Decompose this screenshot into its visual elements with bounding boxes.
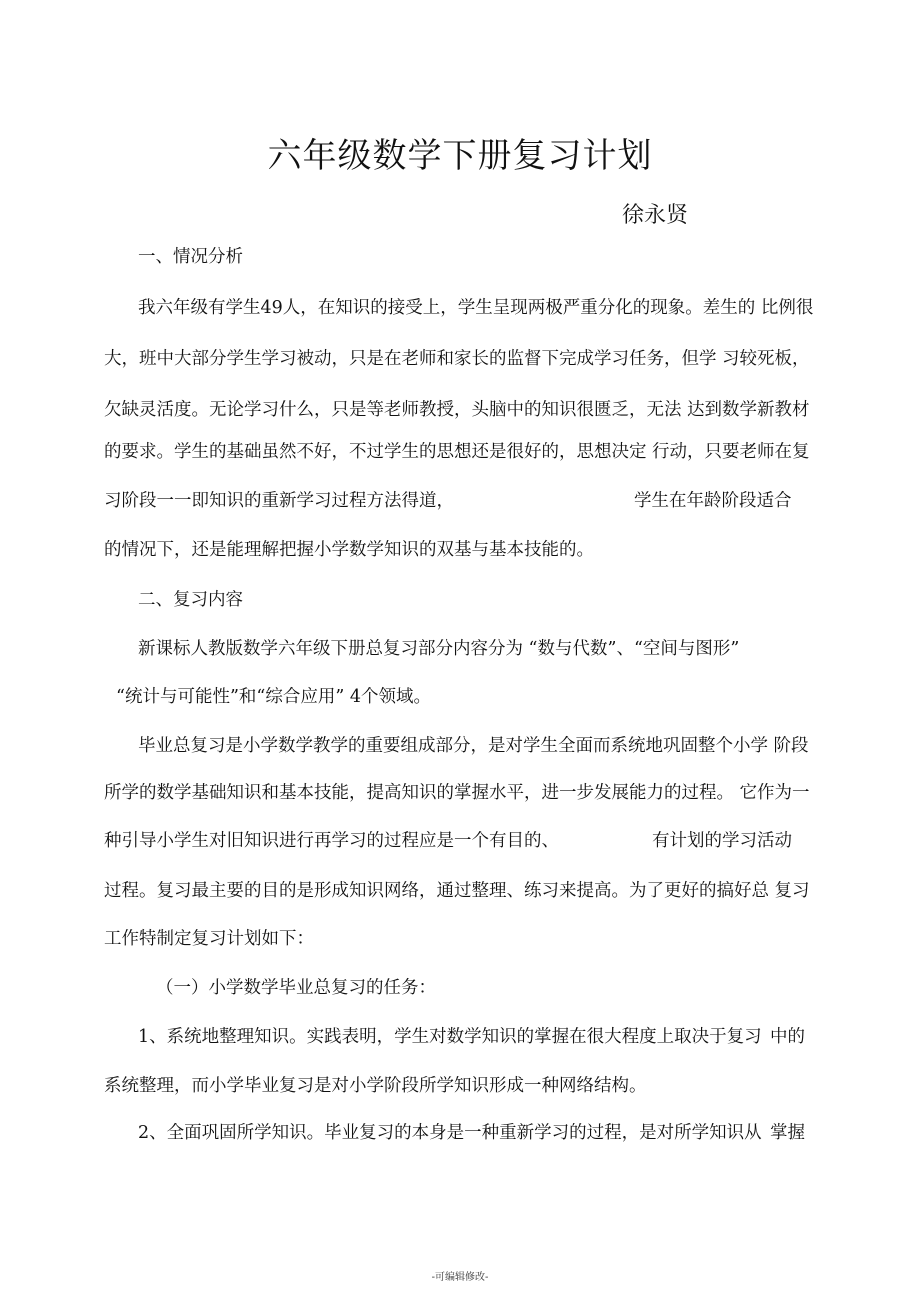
paragraph-line: 所学的数学基础知识和基本技能，提高知识的掌握水平，进一步发展能力的过程。 它作为一 — [104, 783, 810, 803]
paragraph-line: 新课标人教版数学六年级下册总复习部分内容分为 “数与代数”、“空间与图形” — [138, 639, 740, 659]
paragraph-line: 毕业总复习是小学数学教学的重要组成部分，是对学生全面而系统地巩固整个小学 阶段 — [138, 736, 809, 756]
paragraph-line: 习阶段一一即知识的重新学习过程方法得道， — [104, 491, 454, 511]
section-heading-content: 二、复习内容 — [138, 590, 243, 610]
paragraph-line: 工作特制定复习计划如下： — [104, 929, 314, 949]
paragraph-line-fragment: 有计划的学习活动 — [652, 831, 792, 851]
paragraph-line-fragment: 学生在年龄阶段适合 — [634, 491, 792, 511]
paragraph-line: 我六年级有学生49人，在知识的接受上，学生呈现两极严重分化的现象。差生的 比例很 — [138, 298, 814, 318]
paragraph-line: 过程。复习最主要的目的是形成知识网络，通过整理、练习来提高。为了更好的搞好总 复习 — [104, 881, 810, 901]
paragraph-line: 1、系统地整理知识。实践表明，学生对数学知识的掌握在很大程度上取决于复习 — [138, 1027, 762, 1047]
paragraph-line: 欠缺灵活度。无论学习什么，只是等老师教授，头脑中的知识很匮乏，无法 达到数学新教材 — [104, 400, 810, 420]
section-heading-analysis: 一、情况分析 — [138, 247, 243, 267]
paragraph-line: 种引导小学生对旧知识进行再学习的过程应是一个有目的、 — [104, 831, 559, 851]
page-footer: -可编辑修改- — [431, 1272, 489, 1283]
paragraph-line-fragment: 掌握 — [770, 1123, 805, 1143]
paragraph-line: 大，班中大部分学生学习被动，只是在老师和家长的监督下完成学习任务，但学 习较死板， — [104, 349, 810, 369]
paragraph-line: 2、全面巩固所学知识。毕业复习的本身是一种重新学习的过程，是对所学知识从 — [138, 1123, 762, 1143]
document-author: 徐永贤 — [622, 203, 689, 228]
subsection-heading: （一）小学数学毕业总复习的任务： — [156, 978, 436, 998]
paragraph-line: 系统整理，而小学毕业复习是对小学阶段所学知识形成一种网络结构。 — [104, 1076, 647, 1096]
paragraph-line-fragment: 中的 — [770, 1027, 805, 1047]
paragraph-line: 的情况下，还是能理解把握小学数学知识的双基与基本技能的。 — [104, 540, 594, 560]
paragraph-line: 的要求。学生的基础虽然不好，不过学生的思想还是很好的，思想决定 行动，只要老师在复 — [104, 442, 810, 462]
document-title: 六年级数学下册复习计划 — [267, 136, 653, 176]
paragraph-line: “统计与可能性”和“综合应用” 4个领域。 — [116, 687, 431, 707]
